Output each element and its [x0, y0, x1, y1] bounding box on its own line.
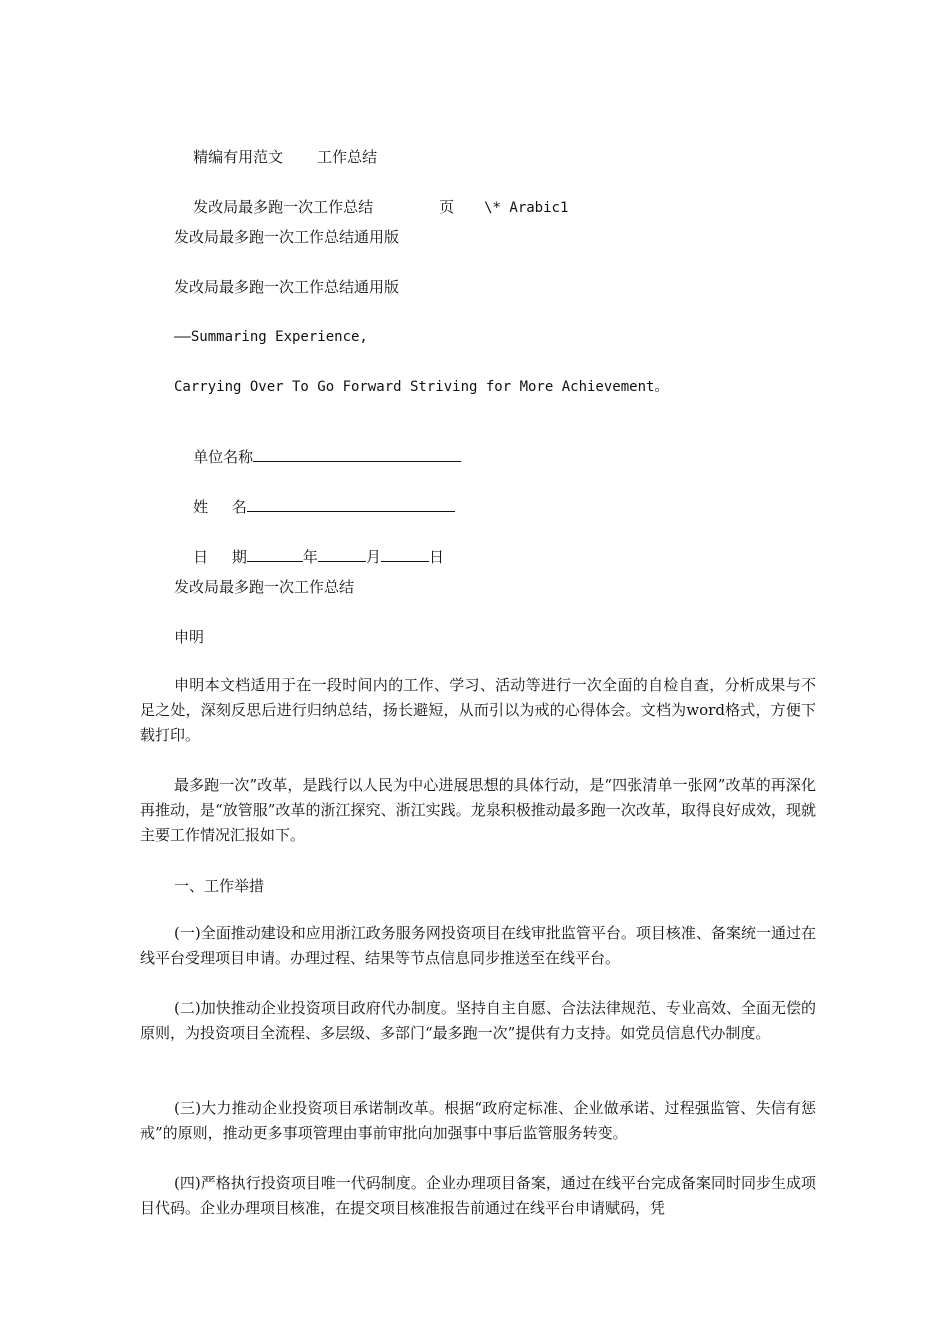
unit-label: 单位名称	[193, 448, 254, 466]
statement-heading: 申明	[174, 628, 205, 646]
name-label: 姓 名	[193, 498, 247, 516]
doc-title: 发改局最多跑一次工作总结	[174, 578, 355, 596]
month-label: 月	[365, 548, 381, 566]
intro-paragraph: 最多跑一次”改革，是践行以人民为中心进展思想的具体行动，是“四张清单一张网”改革的再深化再推动，是“放管服”改革的浙江探究、浙江实践。龙泉积极推动最多跑一次改革，取得良好成效，现就主要工作情况汇报如下。	[140, 776, 816, 844]
cover-title-2: 发改局最多跑一次工作总结通用版	[174, 278, 400, 296]
cover-title-1: 发改局最多跑一次工作总结通用版	[174, 228, 400, 246]
header-right: 工作总结	[317, 148, 378, 166]
year-label: 年	[302, 548, 318, 566]
field-title: 发改局最多跑一次工作总结	[193, 198, 374, 216]
year-blank	[247, 547, 303, 562]
paragraph-2: (二)加快推动企业投资项目政府代办制度。坚持自主自愿、合法法律规范、专业高效、全面无偿的原则，为投资项目全流程、多层级、多部门“最多跑一次”提供有力支持。如党员信息代办制度。	[140, 999, 816, 1042]
paragraph-4: (四)严格执行投资项目唯一代码制度。企业办理项目备案，通过在线平台完成备案同时同步生成项目代码。企业办理项目核准，在提交项目核准报告前通过在线平台申请赋码，凭	[140, 1174, 816, 1217]
page-word: 页	[439, 198, 455, 216]
cover-subtitle-1: ——Summaring Experience,	[174, 329, 368, 345]
date-label: 日 期	[193, 548, 247, 566]
paragraph-1: (一)全面推动建设和应用浙江政务服务网投资项目在线审批监管平台。项目核准、备案统一通过在线平台受理项目申请。办理过程、结果等节点信息同步推送至在线平台。	[140, 924, 816, 967]
cover-subtitle-2: Carrying Over To Go Forward Striving for More Achievement。	[174, 379, 669, 395]
statement-paragraph: 申明本文档适用于在一段时间内的工作、学习、活动等进行一次全面的自检自查，分析成果与不足之处，深刻反思后进行归纳总结，扬长避短，从而引以为戒的心得体会。文档为word格式，方便下载打印。	[140, 676, 816, 744]
month-blank	[318, 547, 366, 562]
field-code: \* Arabic1	[484, 200, 569, 216]
section-heading-1: 一、工作举措	[174, 877, 265, 895]
paragraph-3: (三)大力推动企业投资项目承诺制改革。根据“政府定标准、企业做承诺、过程强监管、失信有惩戒”的原则，推动更多事项管理由事前审批向加强事中事后监管服务转变。	[140, 1099, 816, 1142]
unit-blank	[253, 447, 461, 462]
name-blank	[247, 497, 455, 512]
header-left: 精编有用范文	[193, 148, 284, 166]
day-label: 日	[428, 548, 444, 566]
day-blank	[381, 547, 429, 562]
